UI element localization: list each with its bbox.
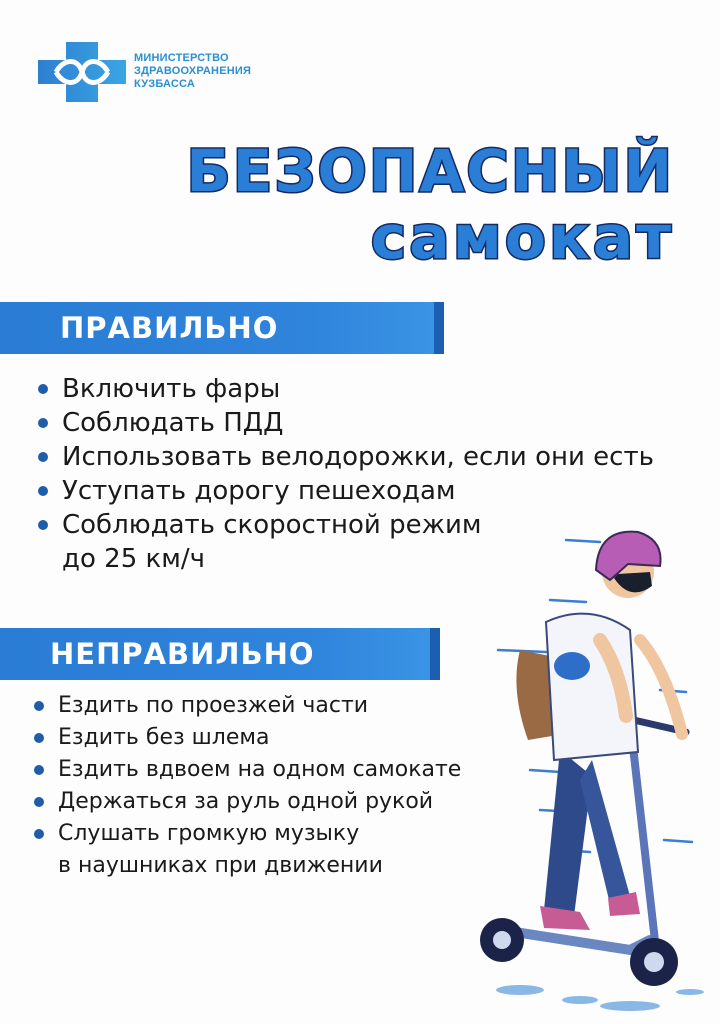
list-item-text: Держаться за руль одной рукой [58,789,434,814]
title-line-1: БЕЗОПАСНЫЙ [186,137,674,205]
title-line-2: самокат [370,203,674,273]
bullet-icon [38,486,48,496]
correct-heading-bar [0,302,444,354]
list-item-text: Включить фары [62,374,281,404]
org-line: КУЗБАССА [134,78,196,90]
list-item-text: Соблюдать скоростной режим [62,510,482,540]
list-item [58,754,461,786]
list-item [62,474,654,508]
bullet-icon [38,418,48,428]
wrong-heading-bar [0,628,440,680]
wrong-list [58,690,461,882]
list-item [62,440,654,474]
medical-cross-logo-icon [36,40,128,104]
bullet-icon [34,701,44,711]
scooter-rider-illustration [480,520,716,1020]
list-item-text: Ездить без шлема [58,725,270,750]
bullet-icon [34,765,44,775]
list-item-continuation: до 25 км/ч [62,544,205,574]
list-item [62,406,654,440]
list-item-text: Уступать дорогу пешеходам [62,476,456,506]
bullet-icon [34,797,44,807]
poster-title [186,138,674,272]
bullet-icon [38,520,48,530]
correct-heading: ПРАВИЛЬНО [60,311,279,345]
bullet-icon [38,452,48,462]
list-item [58,818,461,882]
org-line: МИНИСТЕРСТВО [134,52,229,64]
list-item-text: Использовать велодорожки, если они есть [62,442,654,472]
bullet-icon [34,829,44,839]
list-item [58,786,461,818]
list-item [62,372,654,406]
list-item-continuation: в наушниках при движении [58,853,383,878]
list-item-text: Ездить вдвоем на одном самокате [58,757,462,782]
wrong-heading: НЕПРАВИЛЬНО [50,637,315,671]
bullet-icon [38,384,48,394]
list-item [58,722,461,754]
list-item [58,690,461,722]
bullet-icon [34,733,44,743]
list-item-text: Ездить по проезжей части [58,693,369,718]
list-item-text: Соблюдать ПДД [62,408,284,438]
org-line: ЗДРАВООХРАНЕНИЯ [134,65,252,77]
list-item-text: Слушать громкую музыку [58,821,360,846]
ministry-name [134,52,251,91]
